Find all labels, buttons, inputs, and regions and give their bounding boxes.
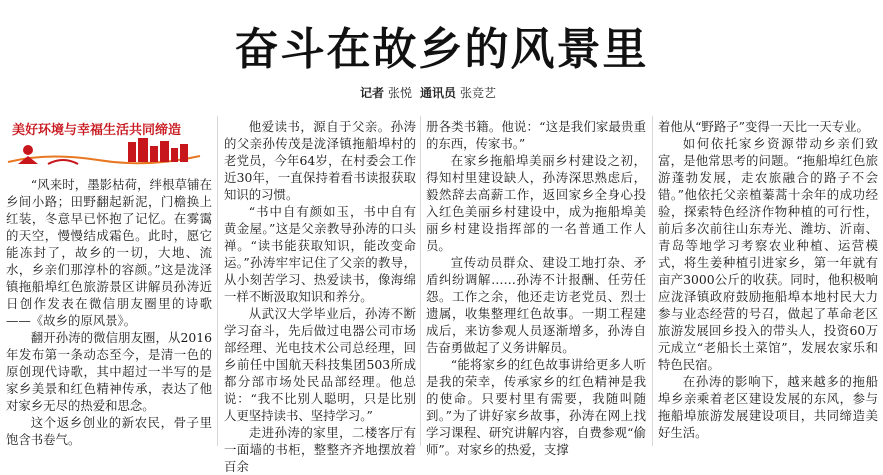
article-column-2 xyxy=(224,118,416,474)
paragraph: 从武汉大学毕业后，孙涛不断学习奋斗，先后做过电器公司市场部经理、光电技术公司总经理，回乡前任中国航天科技集团503所成都分部市场处民品部经理。他总说：“我不比别人聪明，只是比别人更坚持读书、坚持学习。” xyxy=(224,306,416,423)
paragraph: 走进孙涛的家里，二楼客厅有一面墙的书柜，整整齐齐地摆放着百余 xyxy=(224,425,416,474)
banner-title: 美好环境与幸福生活共同缔造 xyxy=(12,123,182,138)
paragraph: “书中自有颜如玉，书中自有黄金屋。”这是父亲教导孙涛的口头禅。“读书能获取知识，能改变命运。”孙涛牢牢记住了父亲的教导，从小刻苦学习、热爱读书，像海绵一样不断汲取知识和养分。 xyxy=(224,204,416,304)
correspondent-name: 张竞艺 xyxy=(460,86,497,100)
paragraph: 着他从“野路子”变得一天比一天专业。 xyxy=(658,119,869,134)
column-divider xyxy=(217,116,218,446)
paragraph: 他爱读书，源自于父亲。孙涛的父亲孙传茂是泷泽镇拖船埠村的老党员，今年64岁，在村委会工作近30年，一直保持着看书读报获取知识的习惯。 xyxy=(224,119,416,202)
column-divider xyxy=(420,116,421,446)
paragraph: 翻开孙涛的微信朋友圈，从2016年发布第一条动态至今，是清一色的原创现代诗歌，其中超过一半写的是家乡美景和红色精神传承，表达了他对家乡无尽的热爱和思念。 xyxy=(6,330,212,413)
paragraph: “能将家乡的红色故事讲给更多人听是我的荣幸，传承家乡的红色精神是我的使命。只要村里有需要，我随叫随到。”为了讲好家乡故事，孙涛在网上找学习课程、研究讲解内容，自费参观“偷师”。对家乡的热爱，支撑 xyxy=(426,357,646,457)
reporter-name: 张悦 xyxy=(388,86,413,100)
byline xyxy=(360,84,760,101)
reporter-role: 记者 xyxy=(360,86,385,100)
paragraph: “风来时，墨影枯荷，绊根草铺在乡间小路；田野翻起新泥，门檐换上红装，冬意早已怀抱了记忆。在雾霭的天空，慢慢结成霜色。此时，愿它能冻封了，故乡的一切，大地、流水，乡亲们那淳朴的容颜。”这是泷泽镇拖船埠红色旅游景区讲解员孙涛近日创作发表在微信朋友圈里的诗歌——《故乡的原风景》。 xyxy=(6,177,212,328)
skyline-graphic-icon xyxy=(8,138,200,168)
paragraph: 在家乡拖船埠美丽乡村建设之初，得知村里建设缺人，孙涛深思熟虑后，毅然辞去高薪工作，返回家乡全身心投入红色美丽乡村建设中，成为拖船埠美丽乡村建设指挥部的一名普通工作人员。 xyxy=(426,153,646,253)
column-banner xyxy=(8,118,200,170)
paragraph: 这个返乡创业的新农民，骨子里饱含书卷气。 xyxy=(6,415,212,447)
paragraph: 册各类书籍。他说：“这是我们家最贵重的东西，传家书。” xyxy=(426,119,646,151)
article-column-3 xyxy=(426,118,646,457)
column-divider xyxy=(652,116,653,446)
paragraph: 如何依托家乡资源带动乡亲们致富，是他常思考的问题。“拖船埠红色旅游蓬勃发展，走农旅融合的路子不会错。”他依托父亲植蓁蒿十余年的成功经验，探索特色经济作物种植的可行性，前后多次前往山东寿光、潍坊、沂南、青岛等地学习考察农业种植、运营模式，将生姜种植引进家乡，第一年就有亩产3000公斤的收获。同时，他积极响应泷泽镇政府鼓励拖船埠本地村民大力参与业态经营的号召，做起了革命老区旅游发展回乡投入的带头人，投资60万元成立“老船长土菜馆”，发展农家乐和特色民宿。 xyxy=(658,136,878,372)
article-column-1 xyxy=(6,118,212,448)
paragraph: 宣传动员群众、建设工地打杂、矛盾纠纷调解……孙涛不计报酬、任劳任怨。工作之余，他还走访老党员、烈士遗属，收集整理红色故事。一期工程建成后，来访参观人员逐渐增多，孙涛自告奋勇做起了义务讲解员。 xyxy=(426,255,646,355)
paragraph: 在孙涛的影响下，越来越多的拖船埠乡亲乘着老区建设发展的东风，参与拖船埠旅游发展建设项目，共同缔造美好生活。 xyxy=(658,374,878,440)
article-column-4 xyxy=(658,118,878,448)
correspondent-role: 通讯员 xyxy=(420,86,457,100)
article-headline: 奋斗在故乡的风景里 xyxy=(234,24,649,75)
